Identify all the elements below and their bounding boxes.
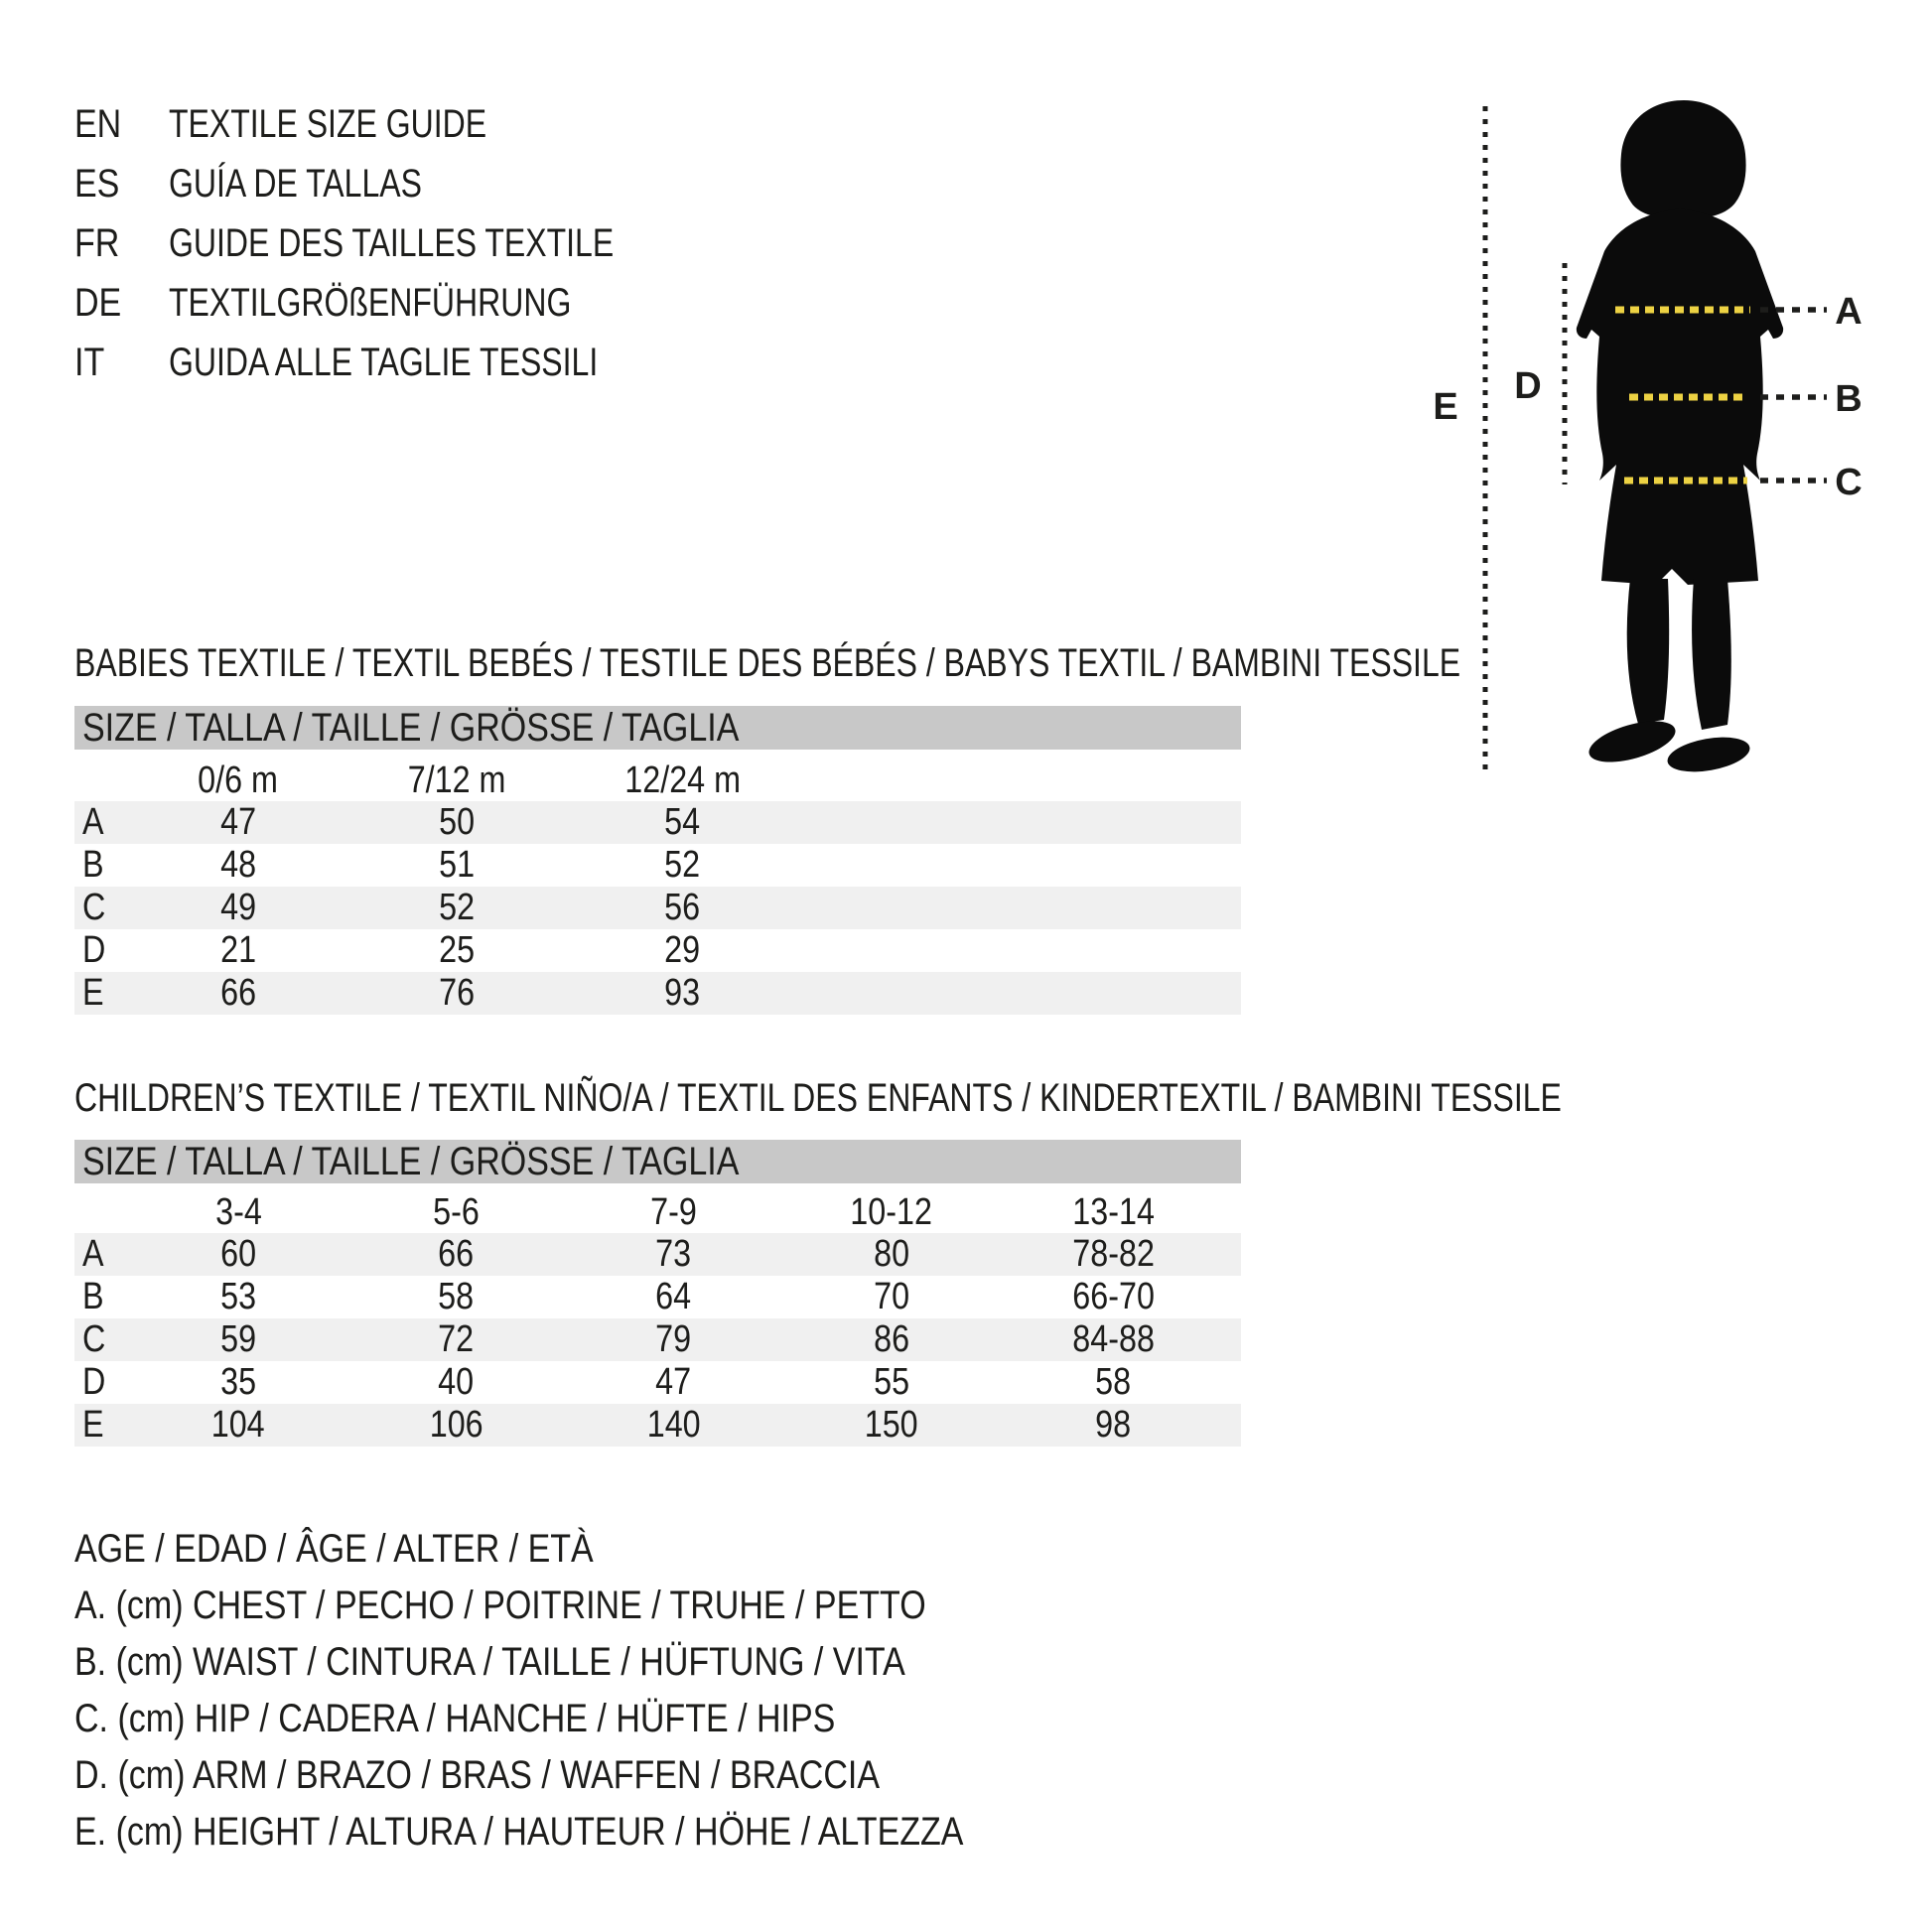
legend-line-waist: B. (cm) WAIST / CINTURA / TAILLE / HÜFTUNG / VITA <box>74 1640 905 1684</box>
figure-label-e: E <box>1433 386 1458 428</box>
table-row: B 48 51 52 <box>82 844 701 886</box>
lang-row-de <box>74 273 725 333</box>
lang-title: GUIDA ALLE TAGLIE TESSILI <box>169 340 599 384</box>
table-row: C 59 72 79 86 84-88 <box>74 1318 1241 1361</box>
child-silhouette-icon <box>1577 100 1783 777</box>
babies-section-heading: BABIES TEXTILE / TEXTIL BEBÉS / TESTILE DES BÉBÉS / BABYS TEXTIL / BAMBINI TESSILE <box>74 641 1461 685</box>
figure-label-a: A <box>1835 291 1863 333</box>
lang-title: TEXTILGRÖßENFÜHRUNG <box>169 280 572 325</box>
lang-row-fr <box>74 213 725 273</box>
table-row: D 21 25 29 <box>82 929 701 971</box>
row-label: B <box>82 1276 104 1317</box>
lang-code: IT <box>74 340 105 384</box>
row-label: E <box>82 1404 104 1446</box>
figure-label-c: C <box>1835 462 1863 503</box>
table-row: C 49 52 56 <box>74 887 1241 929</box>
child-measurement-diagram <box>1420 84 1932 794</box>
column-header: 12/24 m <box>624 759 741 801</box>
children-section-heading: CHILDREN’S TEXTILE / TEXTIL NIÑO/A / TEXTIL DES ENFANTS / KINDERTEXTIL / BAMBINI TESSILE <box>74 1076 1562 1120</box>
legend-line-height: E. (cm) HEIGHT / ALTURA / HAUTEUR / HÖHE / ALTEZZA <box>74 1810 964 1854</box>
table-row: E 66 76 93 <box>74 972 1241 1015</box>
row-label: C <box>82 887 106 928</box>
table-row: D 35 40 47 55 58 <box>82 1361 1132 1403</box>
column-header: 3-4 <box>214 1191 262 1233</box>
language-list <box>74 94 725 392</box>
lang-code: EN <box>74 101 122 146</box>
table-header-row <box>74 759 1241 801</box>
column-header: 7/12 m <box>407 759 506 801</box>
legend-line-chest: A. (cm) CHEST / PECHO / POITRINE / TRUHE / PETTO <box>74 1584 926 1627</box>
row-label: A <box>82 801 104 843</box>
row-label: B <box>82 844 104 886</box>
children-size-header-bar: SIZE / TALLA / TAILLE / GRÖSSE / TAGLIA <box>74 1140 1241 1183</box>
figure-label-b: B <box>1835 378 1863 420</box>
lang-row-es <box>74 154 725 213</box>
legend-line-hip: C. (cm) HIP / CADERA / HANCHE / HÜFTE / HIPS <box>74 1697 836 1740</box>
lang-code: DE <box>74 280 122 325</box>
children-size-table <box>74 1191 1241 1447</box>
lang-title: GUÍA DE TALLAS <box>169 161 422 206</box>
row-label: D <box>82 1361 106 1403</box>
table-header-row <box>74 1191 1241 1233</box>
babies-size-table <box>74 759 1241 1015</box>
table-row: A 47 50 54 <box>74 801 1241 844</box>
table-row: A 60 66 73 80 78-82 <box>74 1233 1241 1276</box>
legend-line-arm: D. (cm) ARM / BRAZO / BRAS / WAFFEN / BRACCIA <box>74 1753 881 1797</box>
legend-line-age: AGE / EDAD / ÂGE / ALTER / ETÀ <box>74 1527 594 1571</box>
column-header: 13-14 <box>1072 1191 1155 1233</box>
lang-row-en <box>74 94 725 154</box>
row-label: C <box>82 1318 106 1360</box>
row-label: D <box>82 929 106 971</box>
row-label: A <box>82 1233 104 1275</box>
lang-title: GUIDE DES TAILLES TEXTILE <box>169 220 615 265</box>
babies-size-header-bar: SIZE / TALLA / TAILLE / GRÖSSE / TAGLIA <box>74 706 1241 750</box>
lang-title: TEXTILE SIZE GUIDE <box>169 101 487 146</box>
lang-row-it <box>74 333 725 392</box>
lang-code: FR <box>74 220 120 265</box>
figure-label-d: D <box>1514 365 1542 407</box>
lang-code: ES <box>74 161 120 206</box>
row-label: E <box>82 972 104 1014</box>
table-row: B 53 58 64 70 66-70 <box>82 1276 1155 1317</box>
column-header: 0/6 m <box>198 759 279 801</box>
table-row: E 104 106 140 150 98 <box>74 1404 1241 1447</box>
column-header: 7-9 <box>650 1191 697 1233</box>
column-header: 10-12 <box>850 1191 933 1233</box>
measurement-legend <box>74 1521 1120 1861</box>
column-header: 5-6 <box>433 1191 480 1233</box>
